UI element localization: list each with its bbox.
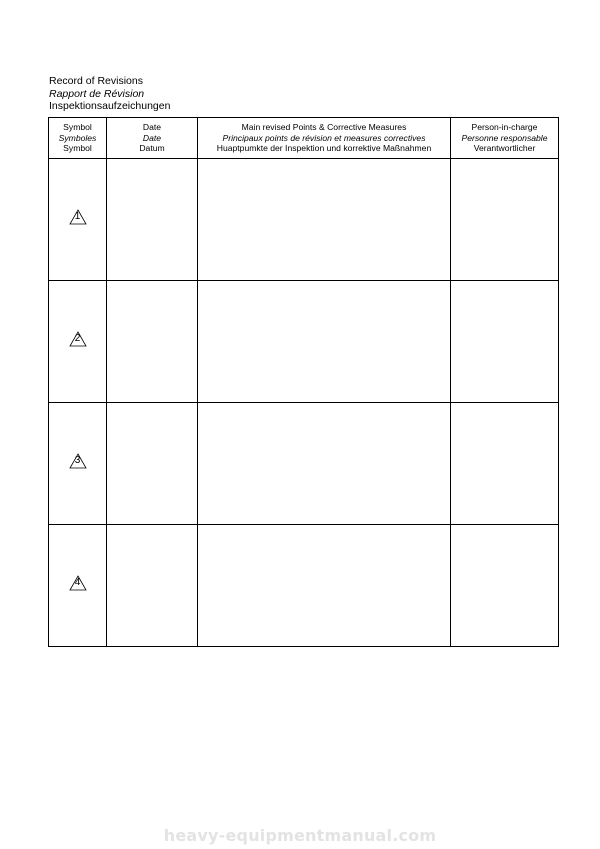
- revisions-table: [48, 117, 559, 647]
- symbol-cell: [49, 281, 107, 403]
- column-header-person-in-charge: Person-in-charge Personne responsable Verantwortlicher: [451, 118, 559, 159]
- revised-points-cell: [198, 525, 451, 647]
- symbol-cell: [49, 403, 107, 525]
- date-cell: [107, 525, 198, 647]
- heading-french: Rapport de Révision: [49, 87, 145, 100]
- revision-triangle-icon: [69, 209, 87, 225]
- table-row: [49, 525, 559, 647]
- revised-points-cell: [198, 159, 451, 281]
- revision-triangle-icon: [69, 453, 87, 469]
- revision-number: 3: [74, 455, 81, 466]
- date-cell: [107, 281, 198, 403]
- revised-points-cell: [198, 281, 451, 403]
- column-header-symbol: Symbol Symboles Symbol: [49, 118, 107, 159]
- footer-watermark: heavy-equipmentmanual.com: [163, 826, 437, 845]
- revision-triangle-icon: [69, 331, 87, 347]
- table-row: [49, 281, 559, 403]
- person-in-charge-cell: [451, 159, 559, 281]
- table-row: [49, 159, 559, 281]
- person-in-charge-cell: [451, 525, 559, 647]
- table-row: [49, 403, 559, 525]
- heading-german: Inspektionsaufzeichungen: [49, 100, 171, 112]
- revision-number: 2: [74, 333, 81, 344]
- revision-number: 1: [74, 211, 81, 222]
- heading-english: Record of Revisions: [49, 75, 143, 87]
- person-in-charge-cell: [451, 403, 559, 525]
- column-header-revised-points: Main revised Points & Corrective Measures Principaux points de révision et measures correctives Huaptpumkte der Inspektion und korrektive Maßnahmen: [198, 118, 451, 159]
- column-header-date: Date Date Datum: [107, 118, 198, 159]
- symbol-cell: [49, 525, 107, 647]
- symbol-cell: [49, 159, 107, 281]
- revision-number: 4: [74, 577, 81, 588]
- revised-points-cell: [198, 403, 451, 525]
- page-heading: [49, 75, 170, 113]
- table-header-row: [49, 118, 559, 159]
- date-cell: [107, 403, 198, 525]
- person-in-charge-cell: [451, 281, 559, 403]
- revision-triangle-icon: [69, 575, 87, 591]
- date-cell: [107, 159, 198, 281]
